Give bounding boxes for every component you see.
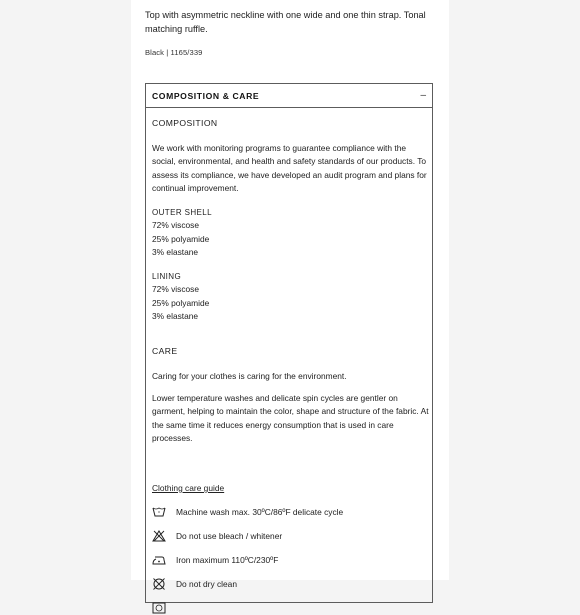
care-instruction-row (152, 553, 278, 567)
product-color-reference: Black | 1165/339 (145, 48, 203, 57)
lining-item: 3% elastane (152, 311, 199, 322)
care-intro: Caring for your clothes is caring for the environment. (152, 371, 347, 381)
care-instruction-text: Do not use bleach / whitener (176, 531, 283, 541)
care-detail: Lower temperature washes and delicate spin cycles are gentler on garment, helping to maintain the color, shape and structure of the fabric. At the same time it reduces energy consumption that is used in care processes. (152, 393, 429, 444)
composition-intro: We work with monitoring programs to guarantee compliance with the social, environmental, and health and safety standards of our products. To assess its compliance, we have developed an audit program and plans for continual improvement. (152, 143, 427, 194)
lining-item: 72% viscose (152, 284, 200, 295)
care-instruction-row (152, 577, 237, 591)
care-instruction-text: Do not dry clean (176, 579, 237, 589)
care-instruction-text: Machine wash max. 30ºC/86ºF delicate cycle (176, 507, 344, 517)
composition-care-header[interactable] (146, 84, 432, 108)
outer-shell-item: 72% viscose (152, 220, 200, 231)
composition-heading: COMPOSITION (152, 118, 218, 128)
iron-icon (152, 554, 166, 566)
care-heading: CARE (152, 346, 178, 356)
outer-shell-label: OUTER SHELL (152, 208, 212, 217)
tumble-dry-icon (152, 602, 166, 614)
care-instruction-text: Iron maximum 110ºC/230ºF (176, 555, 279, 565)
lining-group (152, 270, 209, 324)
panel-title: COMPOSITION & CARE (152, 90, 260, 101)
lining-item: 25% polyamide (152, 297, 210, 308)
outer-shell-item: 25% polyamide (152, 233, 210, 244)
outer-shell-group (152, 206, 212, 260)
product-description: Top with asymmetric neckline with one wide and one thin strap. Tonal matching ruffle. (145, 10, 426, 34)
wash-tub-icon (152, 506, 166, 518)
no-bleach-icon (152, 530, 166, 542)
collapse-icon[interactable]: – (420, 89, 426, 101)
care-instruction-row-partial (152, 601, 176, 615)
composition-care-panel (145, 83, 433, 603)
care-instruction-row (152, 529, 282, 543)
product-detail-page (131, 0, 449, 589)
clothing-care-guide-link[interactable]: Clothing care guide (152, 483, 225, 493)
lining-label: LINING (152, 272, 182, 281)
care-instruction-row (152, 505, 343, 519)
outer-shell-item: 3% elastane (152, 247, 199, 258)
